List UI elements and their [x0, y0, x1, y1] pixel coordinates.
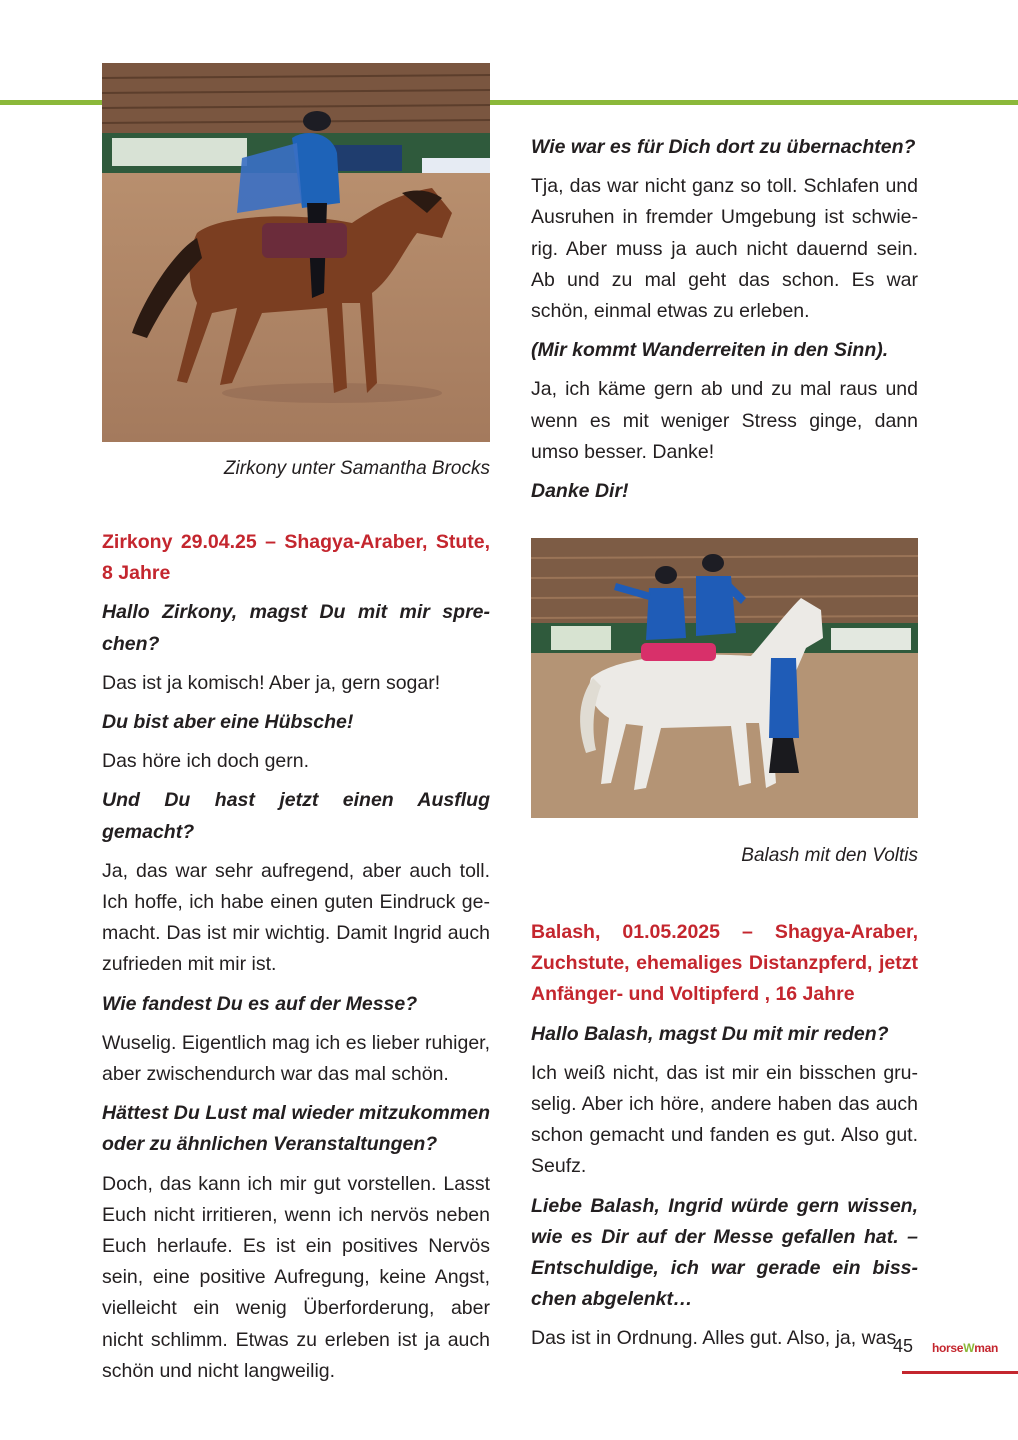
interview-question: (Mir kommt Wanderreiten in den Sinn).: [531, 339, 889, 362]
interview-answer: Das ist in Ordnung. Alles gut. Also, ja, was: [531, 1327, 897, 1350]
page-number: 45: [893, 1336, 914, 1356]
interview-answer: Das ist ja komisch! Aber ja, gern sogar!: [102, 671, 441, 694]
section-heading: Zirkony 29.04.25 – Shagya-Araber, Stute, 8 Jahre: [102, 531, 490, 585]
interview-answer: Das höre ich doch gern.: [102, 750, 310, 773]
interview-answer: Ich weiß nicht, das ist mir ein bisschen gru-selig. Aber ich höre, andere haben das auch schon gemacht und fanden es gut. Also gut. Seufz.: [531, 1061, 918, 1178]
interview-question: Wie war es für Dich dort zu übernachten?: [531, 136, 916, 158]
interview-question: Wie fandest Du es auf der Messe?: [102, 992, 418, 1015]
interview-question: Du bist aber eine Hübsche!: [102, 711, 354, 734]
section-heading: Balash, 01.05.2025 – Shagya-Araber, Zuchstute, ehemaliges Distanzpferd, jetzt Anfänger- und Voltipferd , 16 Jahre: [531, 921, 918, 1006]
photo-zirkony-image: [102, 63, 490, 442]
left-text-column: [102, 527, 490, 1395]
photo-balash: [531, 538, 918, 818]
right-text-column-bottom: [531, 917, 918, 1363]
bottom-accent-rule: [902, 1371, 1018, 1374]
logo-part: man: [974, 1341, 998, 1355]
interview-question: Hallo Zirkony, magst Du mit mir spre-chen?: [102, 601, 490, 655]
right-text-column-top: [531, 132, 918, 515]
photo-balash-image: [531, 538, 918, 818]
interview-question: Und Du hast jetzt einen Ausflug gemacht?: [102, 789, 490, 843]
logo-part: W: [963, 1341, 975, 1355]
magazine-logo: [932, 1341, 998, 1355]
interview-answer: Wuselig. Eigentlich mag ich es lieber ruhiger, aber zwischendurch war das mal schön.: [102, 1031, 490, 1086]
interview-question: Danke Dir!: [531, 480, 629, 503]
interview-question: Hallo Balash, magst Du mit mir reden?: [531, 1022, 889, 1045]
interview-question: Liebe Balash, Ingrid würde gern wissen, wie es Dir auf der Messe gefallen hat. – Entschuldige, ich war gerade ein biss-chen abgelenkt…: [531, 1194, 918, 1311]
photo-zirkony: [102, 63, 490, 442]
photo-caption: Zirkony unter Samantha Brocks: [223, 458, 490, 479]
interview-question: Hättest Du Lust mal wieder mitzukommen oder zu ähnlichen Veranstaltungen?: [102, 1102, 490, 1156]
interview-answer: Ja, ich käme gern ab und zu mal raus und wenn es mit weniger Stress ginge, dann umso besser. Danke!: [531, 378, 918, 463]
interview-answer: Tja, das war nicht ganz so toll. Schlafen und Ausruhen in fremder Umgebung ist schwie-rig. Aber muss ja auch nicht dauernd sein. Ab und zu mal geht das schon. Es war schön, einmal etwas zu erleben.: [531, 175, 918, 323]
interview-answer: Doch, das kann ich mir gut vorstellen. Lasst Euch nicht irritieren, wenn ich nervös neben Euch herlaufe. Es ist ein positives Nervös sein, eine positive Aufregung, keine Angst, vielleicht ein wenig Überforderung, aber nicht schlimm. Etwas zu erleben ist ja auch schön und nicht langweilig.: [102, 1172, 490, 1382]
interview-answer: Ja, das war sehr aufregend, aber auch toll. Ich hoffe, ich habe einen guten Eindruck ge-macht. Das ist mir wichtig. Damit Ingrid auch zufrieden mit mir ist.: [102, 859, 490, 976]
logo-part: horse: [932, 1341, 964, 1355]
photo-caption: Balash mit den Voltis: [741, 845, 918, 866]
